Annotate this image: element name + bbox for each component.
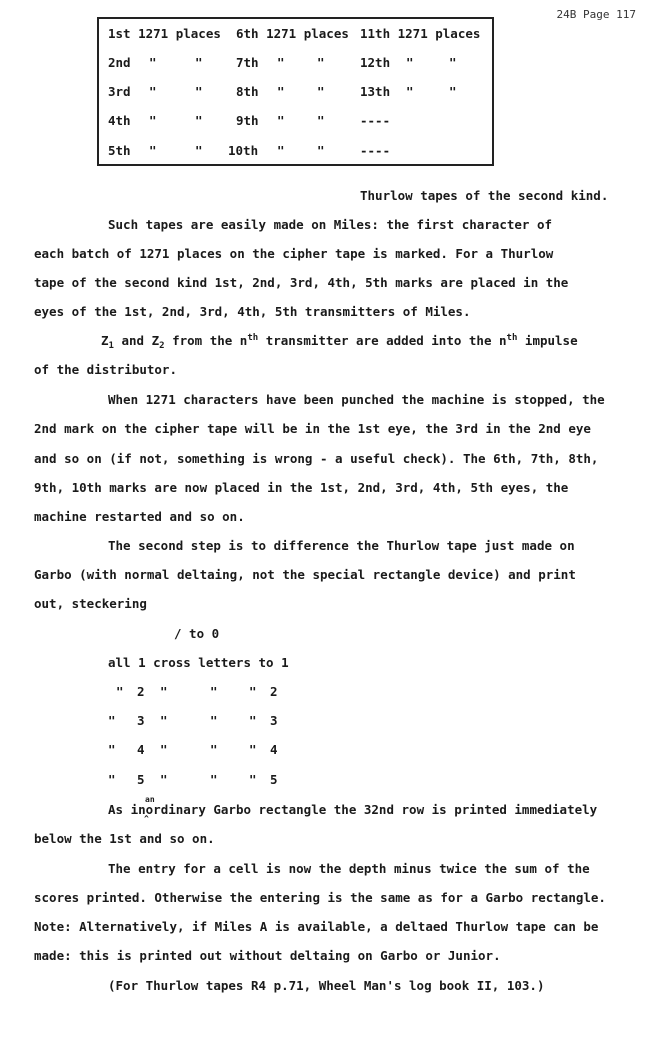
stecker-cell: 2 <box>270 684 278 699</box>
text-line: Note: Alternatively, if Miles A is available, a deltaed Thurlow tape can be <box>34 919 599 934</box>
stecker-cell: 5 <box>270 772 278 787</box>
table-cell: 1st 1271 places <box>108 26 221 41</box>
stecker-cell: " <box>160 713 168 728</box>
text-line: below the 1st and so on. <box>34 831 215 846</box>
text-line: machine restarted and so on. <box>34 509 245 524</box>
table-cell: " <box>277 55 285 70</box>
table-cell: " <box>195 55 203 70</box>
stecker-cell: " <box>249 684 257 699</box>
section-heading: Thurlow tapes of the second kind. <box>360 188 609 203</box>
reference-note: (For Thurlow tapes R4 p.71, Wheel Man's log book II, 103.) <box>108 978 545 993</box>
table-cell: 13th <box>360 84 391 99</box>
text-line: The entry for a cell is now the depth minus twice the sum of the <box>108 861 590 876</box>
text-line: each batch of 1271 places on the cipher tape is marked. For a Thurlow <box>34 246 554 261</box>
table-cell: 10th <box>228 143 259 158</box>
text-line: tape of the second kind 1st, 2nd, 3rd, 4th, 5th marks are placed in the <box>34 275 569 290</box>
stecker-header: / to 0 <box>174 626 220 641</box>
stecker-cell: 3 <box>137 713 145 728</box>
table-cell: " <box>277 113 285 128</box>
stecker-cell: " <box>108 772 116 787</box>
table-cell: " <box>317 84 325 99</box>
stecker-cell: 4 <box>270 742 278 757</box>
stecker-cell: " <box>160 684 168 699</box>
text-line: 2nd mark on the cipher tape will be in the 1st eye, the 3rd in the 2nd eye <box>34 421 591 436</box>
text-line: eyes of the 1st, 2nd, 3rd, 4th, 5th transmitters of Miles. <box>34 304 471 319</box>
stecker-cell: " <box>116 684 124 699</box>
stecker-cell: " <box>160 742 168 757</box>
table-cell: " <box>149 55 157 70</box>
table-cell: 6th 1271 places <box>236 26 349 41</box>
table-cell: 3rd <box>108 84 131 99</box>
stecker-cell: " <box>249 742 257 757</box>
text-line: When 1271 characters have been punched the machine is stopped, the <box>108 392 605 407</box>
table-cell: " <box>195 113 203 128</box>
text-line: of the distributor. <box>34 362 177 377</box>
stecker-cell: 2 <box>137 684 145 699</box>
stecker-cell: 4 <box>137 742 145 757</box>
stecker-cell: " <box>160 772 168 787</box>
table-cell: 12th <box>360 55 391 70</box>
table-cell: ---- <box>360 113 391 128</box>
places-table <box>97 17 494 166</box>
table-cell: " <box>149 143 157 158</box>
stecker-cell: " <box>108 713 116 728</box>
table-cell: " <box>449 84 457 99</box>
stecker-cell: " <box>210 713 218 728</box>
table-cell: 4th <box>108 113 131 128</box>
insertion-mark: an <box>145 795 155 804</box>
table-cell: " <box>277 84 285 99</box>
table-cell: " <box>317 113 325 128</box>
table-cell: " <box>317 143 325 158</box>
table-cell: " <box>195 84 203 99</box>
table-cell: 2nd <box>108 55 131 70</box>
stecker-cell: " <box>249 772 257 787</box>
text-line: $Z_1$ and $Z_2$ from the $n^{th}$ transmitter are added into the $n^{th}$ impulse <box>101 333 578 351</box>
table-cell: " <box>195 143 203 158</box>
text-line: Such tapes are easily made on Miles: the first character of <box>108 217 553 232</box>
stecker-cell: " <box>210 684 218 699</box>
text-line: As inordinary Garbo rectangle the 32nd row is printed immediately <box>108 802 598 817</box>
stecker-row: all 1 cross letters to 1 <box>108 655 289 670</box>
table-cell: 9th <box>236 113 259 128</box>
table-cell: " <box>449 55 457 70</box>
stecker-cell: 3 <box>270 713 278 728</box>
insertion-caret: ^ <box>144 814 149 823</box>
table-cell: ---- <box>360 143 391 158</box>
text-line: out, steckering <box>34 596 147 611</box>
text-line: Garbo (with normal deltaing, not the special rectangle device) and print <box>34 567 576 582</box>
text-line: scores printed. Otherwise the entering is the same as for a Garbo rectangle. <box>34 890 606 905</box>
table-cell: 5th <box>108 143 131 158</box>
text-line: and so on (if not, something is wrong - a useful check). The 6th, 7th, 8th, <box>34 451 599 466</box>
table-cell: 8th <box>236 84 259 99</box>
table-cell: " <box>317 55 325 70</box>
stecker-cell: " <box>108 742 116 757</box>
table-cell: 11th 1271 places <box>360 26 481 41</box>
table-cell: " <box>149 84 157 99</box>
page-number: 24B Page 117 <box>556 8 636 21</box>
table-cell: " <box>149 113 157 128</box>
table-cell: " <box>406 55 414 70</box>
text-line: made: this is printed out without deltaing on Garbo or Junior. <box>34 948 501 963</box>
table-cell: " <box>277 143 285 158</box>
table-cell: 7th <box>236 55 259 70</box>
text-line: 9th, 10th marks are now placed in the 1st, 2nd, 3rd, 4th, 5th eyes, the <box>34 480 569 495</box>
stecker-cell: " <box>249 713 257 728</box>
stecker-cell: " <box>210 772 218 787</box>
table-cell: " <box>406 84 414 99</box>
text-line: The second step is to difference the Thurlow tape just made on <box>108 538 575 553</box>
stecker-cell: " <box>210 742 218 757</box>
stecker-cell: 5 <box>137 772 145 787</box>
